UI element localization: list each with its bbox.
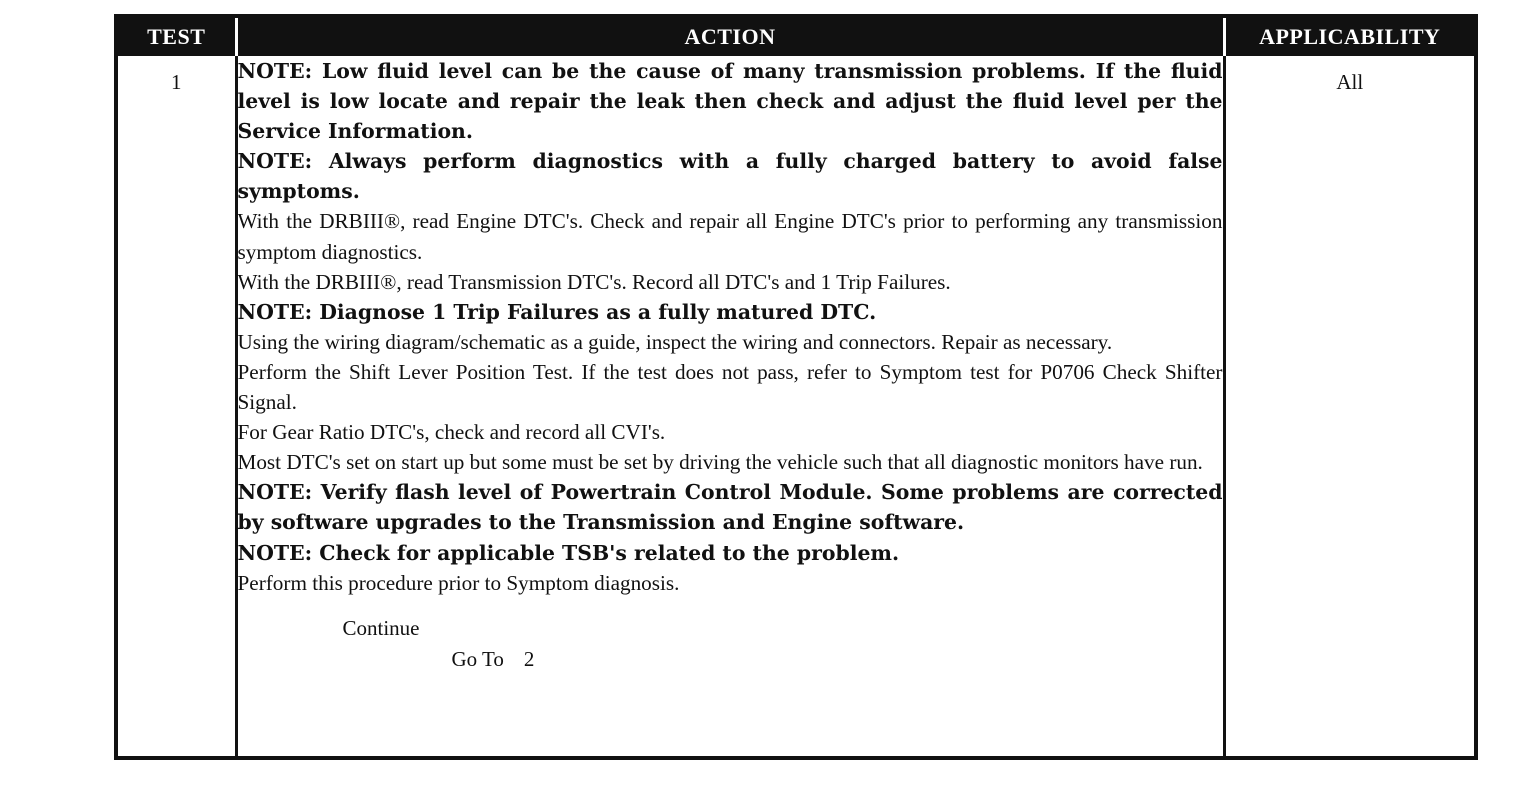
note-charged-battery: NOTE: Always perform diagnostics with a fully charged battery to avoid false symptoms. xyxy=(237,149,1223,204)
goto-link[interactable] xyxy=(452,647,1223,672)
goto-target: 2 xyxy=(523,646,535,671)
step-shift-lever-test: Perform the Shift Lever Position Test. If the test does not pass, refer to Symptom test for P0706 Check Shifter Signal. xyxy=(237,359,1223,415)
step-wiring-inspect: Using the wiring diagram/schematic as a guide, inspect the wiring and connectors. Repair as necessary. xyxy=(237,329,1113,354)
result-continue: Continue xyxy=(342,615,420,640)
goto-label: Go To xyxy=(451,646,504,671)
note-flash-level: NOTE: Verify flash level of Powertrain Control Module. Some problems are corrected by software upgrades to the Transmission and Engine software. xyxy=(237,480,1223,535)
applicability-value: All xyxy=(1336,70,1364,94)
table-row xyxy=(116,56,1476,758)
step-prior-symptom: Perform this procedure prior to Symptom diagnosis. xyxy=(237,570,680,595)
header-test: TEST xyxy=(116,16,236,56)
note-tsb: NOTE: Check for applicable TSB's related to the problem. xyxy=(237,540,900,565)
note-trip-failures: NOTE: Diagnose 1 Trip Failures as a fully matured DTC. xyxy=(237,299,877,324)
step-dtc-startup: Most DTC's set on start up but some must be set by driving the vehicle such that all diagnostic monitors have run. xyxy=(237,450,1203,475)
step-gear-ratio: For Gear Ratio DTC's, check and record all CVI's. xyxy=(237,420,666,445)
test-number: 1 xyxy=(171,70,182,94)
diagnostic-table xyxy=(114,14,1478,760)
header-row xyxy=(116,16,1476,56)
note-low-fluid: NOTE: Low fluid level can be the cause of many transmission problems. If the fluid level is low locate and repair the leak then check and adjust the fluid level per the Service Information. xyxy=(237,59,1223,144)
applicability-cell xyxy=(1224,56,1476,758)
step-engine-dtc: With the DRBIII®, read Engine DTC's. Check and repair all Engine DTC's prior to performing any transmission symptom diagnostics. xyxy=(237,209,1223,264)
step-transmission-dtc: With the DRBIII®, read Transmission DTC's. Record all DTC's and 1 Trip Failures. xyxy=(237,269,951,294)
action-cell xyxy=(236,56,1224,758)
header-applicability: APPLICABILITY xyxy=(1224,16,1476,56)
header-action: ACTION xyxy=(236,16,1224,56)
test-cell xyxy=(116,56,236,758)
